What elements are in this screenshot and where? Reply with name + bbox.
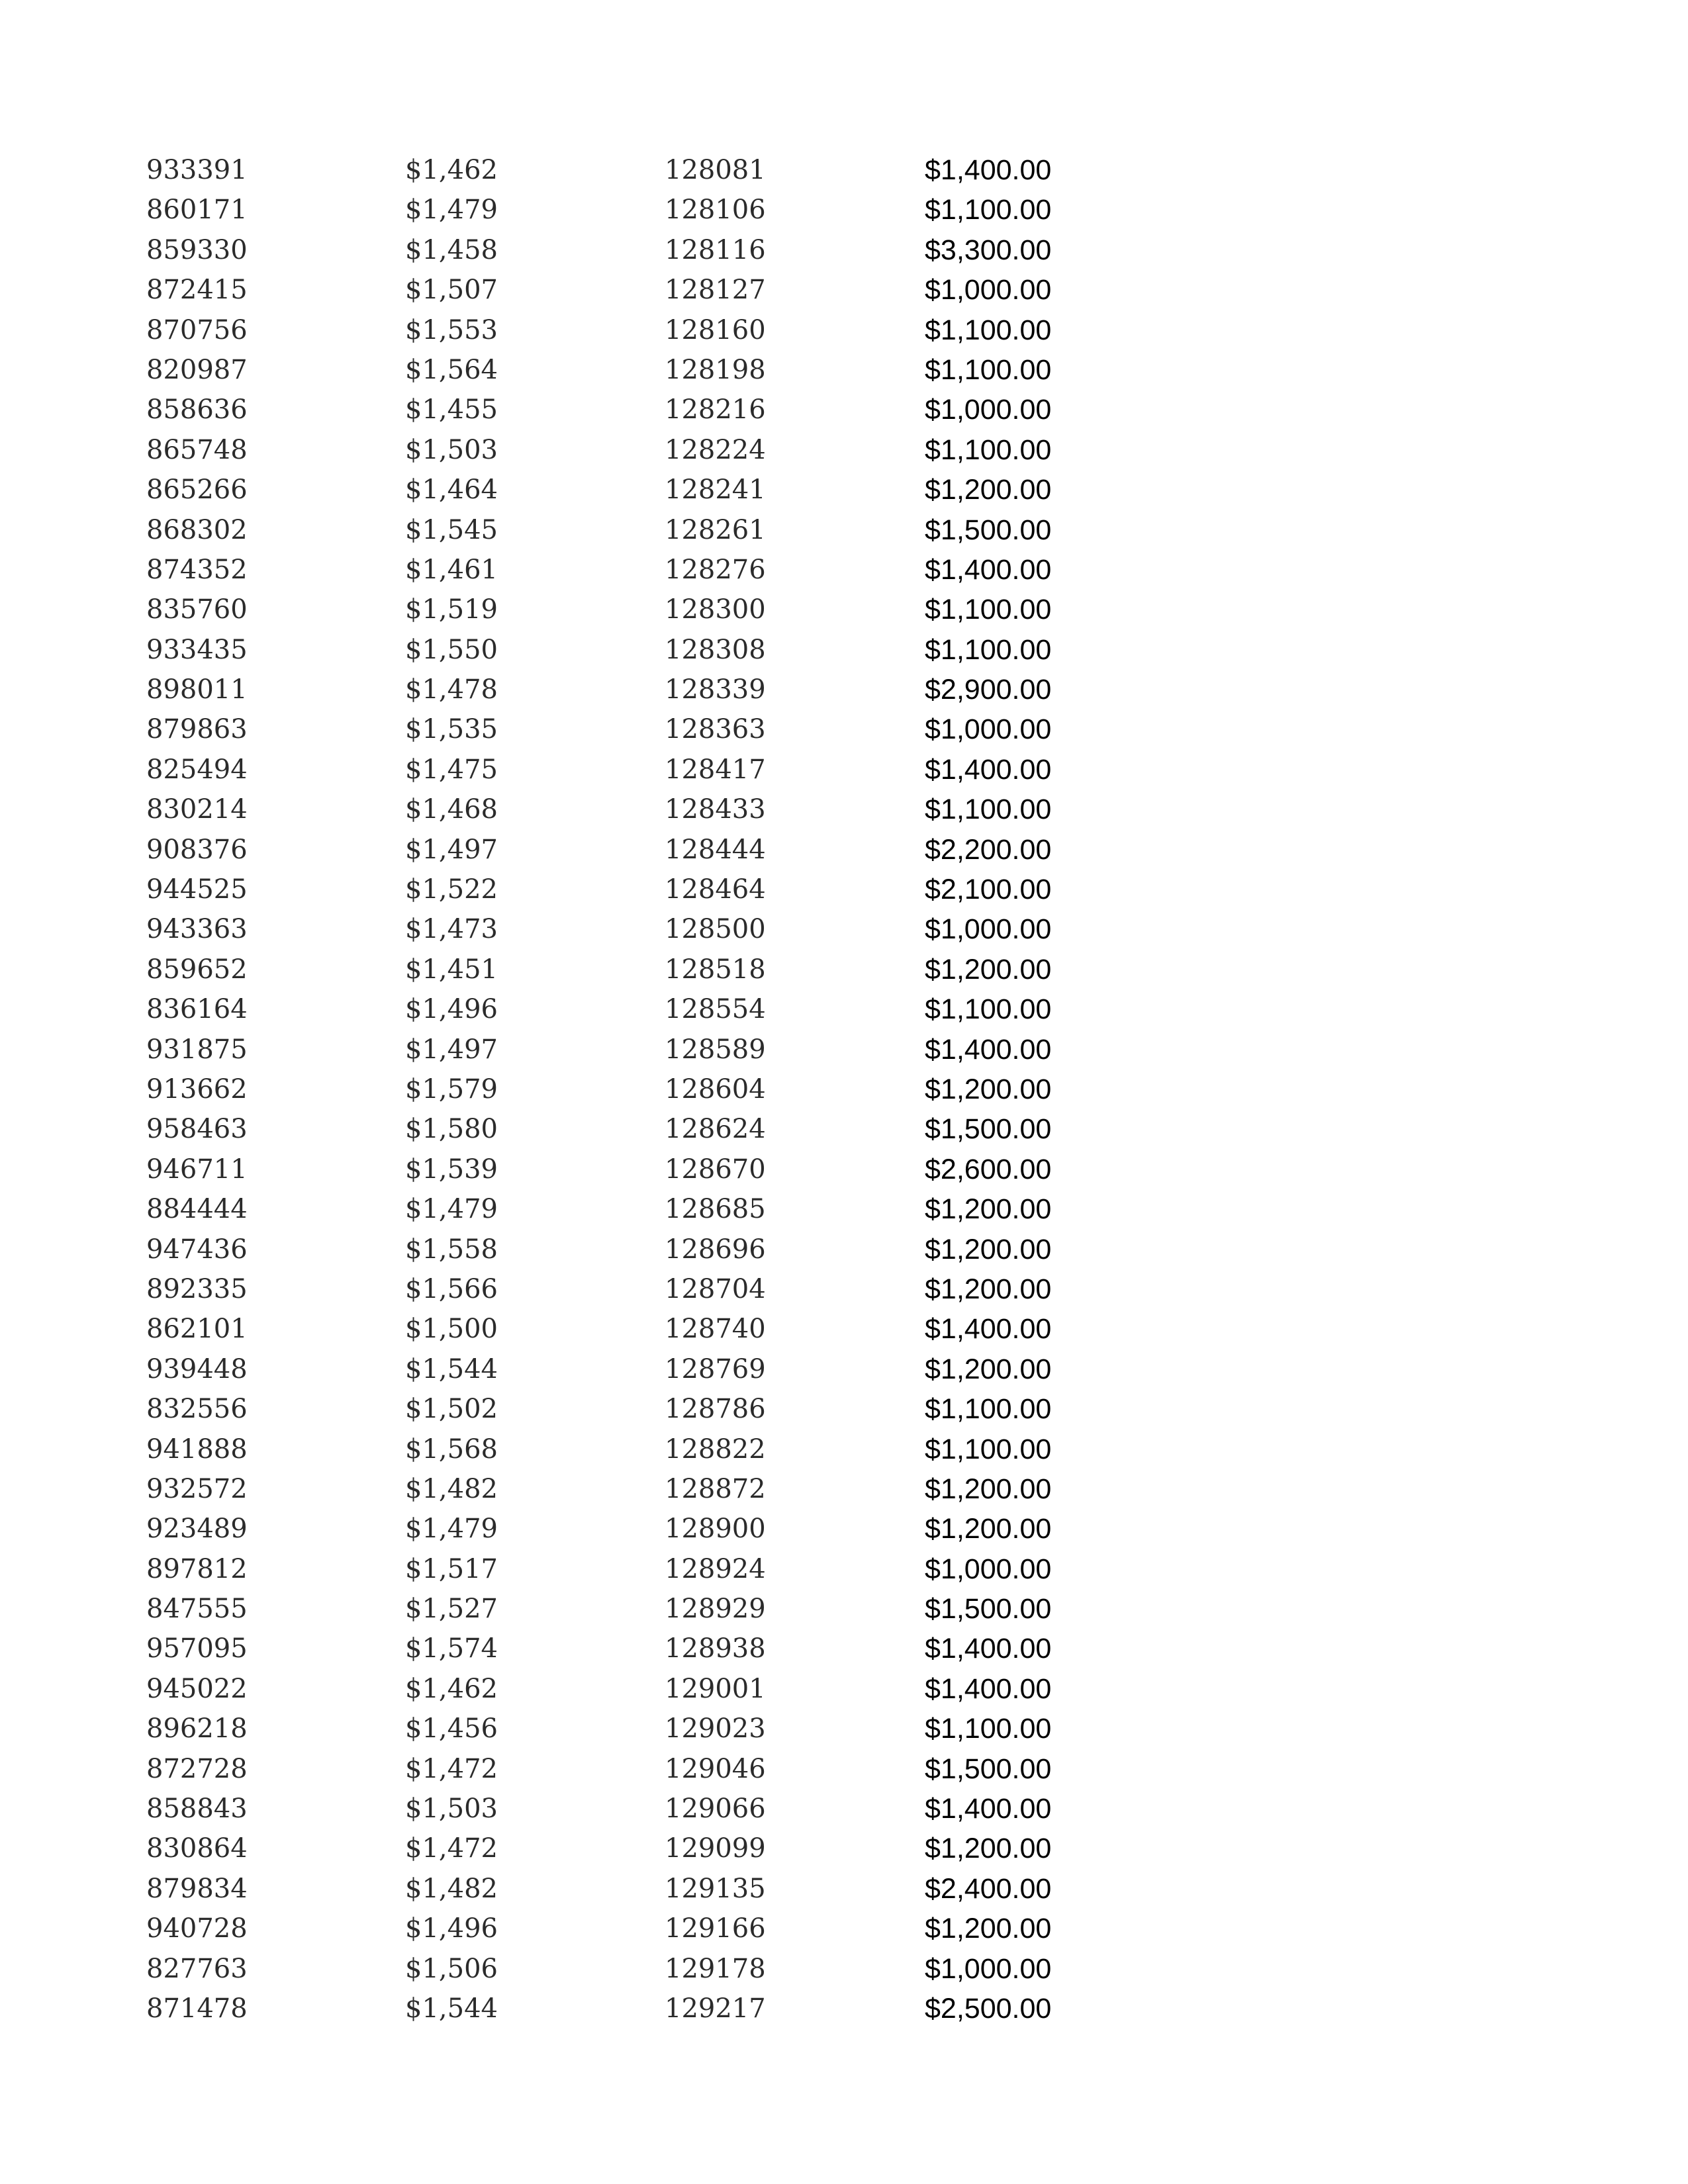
table-cell: $1,472 xyxy=(405,1833,498,1864)
table-cell: 129135 xyxy=(665,1873,766,1904)
table-cell: $1,200.00 xyxy=(925,1353,1052,1385)
table-row xyxy=(0,989,1688,1029)
table-cell: 859330 xyxy=(146,234,248,265)
table-cell: $1,000.00 xyxy=(925,913,1052,946)
table-row xyxy=(0,1469,1688,1509)
table-cell: $1,200.00 xyxy=(925,1233,1052,1265)
table-cell: $1,100.00 xyxy=(925,993,1052,1026)
table-cell: $1,564 xyxy=(405,354,498,385)
table-cell: 128938 xyxy=(665,1633,766,1664)
table-row xyxy=(0,150,1688,190)
table-cell: 128363 xyxy=(665,714,766,745)
table-row xyxy=(0,1349,1688,1389)
table-cell: 128241 xyxy=(665,475,766,506)
table-cell: 923489 xyxy=(146,1514,248,1545)
table-cell: $1,500.00 xyxy=(925,1593,1052,1625)
table-cell: $1,462 xyxy=(405,155,498,185)
table-cell: $1,479 xyxy=(405,195,498,226)
table-cell: $1,479 xyxy=(405,1194,498,1225)
table-row xyxy=(0,1230,1688,1269)
table-cell: 128670 xyxy=(665,1154,766,1185)
table-cell: 847555 xyxy=(146,1594,248,1625)
table-cell: 943363 xyxy=(146,914,248,945)
table-cell: $1,100.00 xyxy=(925,433,1052,466)
table-cell: 957095 xyxy=(146,1633,248,1664)
table-cell: $1,539 xyxy=(405,1154,498,1185)
table-cell: $1,500 xyxy=(405,1314,498,1345)
table-row xyxy=(0,630,1688,670)
table-cell: $1,100.00 xyxy=(925,353,1052,386)
table-cell: $1,500.00 xyxy=(925,1113,1052,1146)
table-cell: $1,200.00 xyxy=(925,1913,1052,1945)
table-cell: 879834 xyxy=(146,1873,248,1904)
table-row xyxy=(0,350,1688,390)
table-cell: $1,100.00 xyxy=(925,794,1052,826)
table-cell: $1,566 xyxy=(405,1273,498,1304)
table-cell: 129166 xyxy=(665,1913,766,1944)
table-cell: 892335 xyxy=(146,1273,248,1304)
table-row xyxy=(0,750,1688,790)
table-cell: $1,400.00 xyxy=(925,1672,1052,1705)
table-cell: $1,475 xyxy=(405,754,498,785)
table-cell: $1,500.00 xyxy=(925,1752,1052,1785)
table-row xyxy=(0,310,1688,350)
table-row xyxy=(0,670,1688,709)
table-cell: 820987 xyxy=(146,354,248,385)
table-cell: 129178 xyxy=(665,1953,766,1984)
table-row xyxy=(0,1549,1688,1589)
table-cell: $2,500.00 xyxy=(925,1992,1052,2025)
table-cell: $2,900.00 xyxy=(925,674,1052,706)
table-cell: $1,400.00 xyxy=(925,1313,1052,1345)
table-cell: 129066 xyxy=(665,1794,766,1825)
table-row xyxy=(0,190,1688,230)
table-cell: 129217 xyxy=(665,1993,766,2024)
table-cell: 862101 xyxy=(146,1314,248,1345)
table-cell: $1,462 xyxy=(405,1673,498,1704)
table-row xyxy=(0,590,1688,629)
table-cell: 825494 xyxy=(146,754,248,785)
table-cell: $1,000.00 xyxy=(925,713,1052,746)
table-cell: 884444 xyxy=(146,1194,248,1225)
table-cell: $1,200.00 xyxy=(925,1273,1052,1305)
table-cell: $1,472 xyxy=(405,1753,498,1784)
table-cell: 128464 xyxy=(665,874,766,905)
table-cell: 128198 xyxy=(665,354,766,385)
table-row xyxy=(0,1030,1688,1069)
table-cell: $1,544 xyxy=(405,1353,498,1385)
table-cell: 128417 xyxy=(665,754,766,785)
table-cell: $1,461 xyxy=(405,554,498,585)
table-cell: 933435 xyxy=(146,634,248,665)
table-row xyxy=(0,1309,1688,1349)
table-row xyxy=(0,390,1688,430)
table-cell: 941888 xyxy=(146,1433,248,1465)
table-cell: 128127 xyxy=(665,275,766,306)
table-cell: $1,100.00 xyxy=(925,194,1052,226)
table-cell: 858843 xyxy=(146,1794,248,1825)
table-cell: 129099 xyxy=(665,1833,766,1864)
table-cell: 128116 xyxy=(665,234,766,265)
table-cell: 939448 xyxy=(146,1353,248,1385)
table-cell: 128300 xyxy=(665,594,766,625)
table-cell: $1,479 xyxy=(405,1514,498,1545)
table-cell: $1,200.00 xyxy=(925,1513,1052,1545)
table-cell: $2,100.00 xyxy=(925,874,1052,906)
table-row xyxy=(0,1749,1688,1789)
table-cell: $1,400.00 xyxy=(925,1793,1052,1825)
table-cell: 945022 xyxy=(146,1673,248,1704)
table-row xyxy=(0,1789,1688,1829)
table-cell: $1,503 xyxy=(405,434,498,465)
table-cell: 940728 xyxy=(146,1913,248,1944)
table-cell: 896218 xyxy=(146,1713,248,1745)
table-cell: $1,100.00 xyxy=(925,314,1052,346)
table-cell: 128900 xyxy=(665,1514,766,1545)
table-row xyxy=(0,790,1688,829)
table-row xyxy=(0,1709,1688,1749)
table-row xyxy=(0,1430,1688,1469)
table-cell: 932572 xyxy=(146,1473,248,1504)
table-cell: 128261 xyxy=(665,514,766,545)
table-cell: $1,000.00 xyxy=(925,274,1052,306)
table-cell: 128924 xyxy=(665,1553,766,1584)
table-row xyxy=(0,1909,1688,1948)
table-cell: 865266 xyxy=(146,475,248,506)
table-cell: 958463 xyxy=(146,1114,248,1145)
table-cell: $1,200.00 xyxy=(925,953,1052,985)
table-cell: $1,568 xyxy=(405,1433,498,1465)
table-cell: $1,507 xyxy=(405,275,498,306)
table-row xyxy=(0,270,1688,310)
table-cell: $1,522 xyxy=(405,874,498,905)
table-cell: $1,200.00 xyxy=(925,1473,1052,1505)
table-cell: $1,200.00 xyxy=(925,1193,1052,1226)
table-row xyxy=(0,909,1688,949)
table-cell: 129046 xyxy=(665,1753,766,1784)
table-cell: $2,600.00 xyxy=(925,1153,1052,1185)
table-cell: 944525 xyxy=(146,874,248,905)
table-cell: 897812 xyxy=(146,1553,248,1584)
table-cell: $1,527 xyxy=(405,1594,498,1625)
table-cell: 860171 xyxy=(146,195,248,226)
table-cell: $1,497 xyxy=(405,1034,498,1065)
table-cell: 128822 xyxy=(665,1433,766,1465)
table-cell: 129023 xyxy=(665,1713,766,1745)
table-cell: $1,000.00 xyxy=(925,394,1052,426)
table-cell: 128339 xyxy=(665,674,766,705)
table-cell: $1,506 xyxy=(405,1953,498,1984)
table-cell: $1,535 xyxy=(405,714,498,745)
table-row xyxy=(0,1949,1688,1989)
table-cell: $1,100.00 xyxy=(925,594,1052,626)
table-row xyxy=(0,430,1688,470)
data-table xyxy=(0,150,1688,2032)
table-cell: $1,473 xyxy=(405,914,498,945)
table-cell: 128433 xyxy=(665,794,766,825)
table-cell: $1,458 xyxy=(405,234,498,265)
table-row xyxy=(0,470,1688,510)
table-cell: $3,300.00 xyxy=(925,234,1052,266)
table-cell: 879863 xyxy=(146,714,248,745)
table-cell: $1,100.00 xyxy=(925,633,1052,666)
table-cell: $1,200.00 xyxy=(925,1833,1052,1865)
table-cell: 946711 xyxy=(146,1154,248,1185)
table-cell: $1,517 xyxy=(405,1553,498,1584)
table-cell: $1,451 xyxy=(405,954,498,985)
table-cell: 128081 xyxy=(665,155,766,185)
table-cell: 865748 xyxy=(146,434,248,465)
table-cell: 128685 xyxy=(665,1194,766,1225)
table-cell: 128589 xyxy=(665,1034,766,1065)
table-row xyxy=(0,1669,1688,1709)
table-row xyxy=(0,510,1688,550)
table-cell: 872415 xyxy=(146,275,248,306)
table-cell: 872728 xyxy=(146,1753,248,1784)
table-cell: $1,100.00 xyxy=(925,1433,1052,1465)
table-cell: 913662 xyxy=(146,1073,248,1105)
table-row xyxy=(0,230,1688,270)
table-cell: 128624 xyxy=(665,1114,766,1145)
table-cell: $1,574 xyxy=(405,1633,498,1664)
table-cell: 947436 xyxy=(146,1234,248,1265)
table-cell: $1,456 xyxy=(405,1713,498,1745)
table-row xyxy=(0,950,1688,989)
table-cell: 128604 xyxy=(665,1073,766,1105)
table-cell: 128106 xyxy=(665,195,766,226)
table-cell: $1,464 xyxy=(405,475,498,506)
table-cell: $1,545 xyxy=(405,514,498,545)
table-row xyxy=(0,709,1688,749)
table-cell: 128769 xyxy=(665,1353,766,1385)
table-cell: $2,200.00 xyxy=(925,833,1052,866)
table-cell: 128444 xyxy=(665,834,766,865)
table-row xyxy=(0,1509,1688,1549)
table-row xyxy=(0,1989,1688,2032)
table-row xyxy=(0,1629,1688,1668)
table-cell: 830214 xyxy=(146,794,248,825)
table-cell: 931875 xyxy=(146,1034,248,1065)
table-row xyxy=(0,1269,1688,1309)
table-cell: $1,400.00 xyxy=(925,553,1052,586)
table-cell: 128740 xyxy=(665,1314,766,1345)
table-cell: $1,000.00 xyxy=(925,1553,1052,1585)
table-cell: 128696 xyxy=(665,1234,766,1265)
table-cell: 128704 xyxy=(665,1273,766,1304)
table-row xyxy=(0,830,1688,870)
table-cell: $1,503 xyxy=(405,1794,498,1825)
table-cell: $2,400.00 xyxy=(925,1872,1052,1905)
table-cell: 128224 xyxy=(665,434,766,465)
table-cell: $1,553 xyxy=(405,314,498,345)
table-cell: $1,502 xyxy=(405,1394,498,1425)
table-cell: $1,400.00 xyxy=(925,753,1052,786)
table-cell: 129001 xyxy=(665,1673,766,1704)
table-cell: 836164 xyxy=(146,994,248,1025)
table-cell: $1,400.00 xyxy=(925,1033,1052,1066)
table-cell: 128160 xyxy=(665,314,766,345)
table-cell: 933391 xyxy=(146,155,248,185)
table-cell: 128554 xyxy=(665,994,766,1025)
table-cell: $1,519 xyxy=(405,594,498,625)
table-cell: $1,544 xyxy=(405,1993,498,2024)
table-cell: $1,482 xyxy=(405,1473,498,1504)
table-row xyxy=(0,1069,1688,1109)
table-cell: $1,400.00 xyxy=(925,154,1052,186)
table-cell: $1,550 xyxy=(405,634,498,665)
table-cell: 128216 xyxy=(665,394,766,426)
table-cell: 830864 xyxy=(146,1833,248,1864)
table-row xyxy=(0,1829,1688,1868)
table-row xyxy=(0,1150,1688,1189)
table-cell: 128308 xyxy=(665,634,766,665)
table-cell: 128500 xyxy=(665,914,766,945)
table-row xyxy=(0,870,1688,909)
table-cell: $1,558 xyxy=(405,1234,498,1265)
table-cell: $1,000.00 xyxy=(925,1952,1052,1985)
table-row xyxy=(0,1589,1688,1629)
table-row xyxy=(0,1189,1688,1229)
table-cell: $1,579 xyxy=(405,1073,498,1105)
table-cell: 835760 xyxy=(146,594,248,625)
table-cell: 871478 xyxy=(146,1993,248,2024)
table-cell: $1,482 xyxy=(405,1873,498,1904)
table-cell: 128518 xyxy=(665,954,766,985)
table-cell: $1,497 xyxy=(405,834,498,865)
table-row xyxy=(0,550,1688,590)
table-cell: 128276 xyxy=(665,554,766,585)
table-cell: $1,400.00 xyxy=(925,1633,1052,1665)
table-cell: 898011 xyxy=(146,674,248,705)
table-cell: $1,496 xyxy=(405,1913,498,1944)
table-cell: 832556 xyxy=(146,1394,248,1425)
table-cell: $1,496 xyxy=(405,994,498,1025)
table-cell: $1,100.00 xyxy=(925,1713,1052,1745)
table-cell: 870756 xyxy=(146,314,248,345)
table-cell: 128786 xyxy=(665,1394,766,1425)
table-cell: 128929 xyxy=(665,1594,766,1625)
table-cell: 859652 xyxy=(146,954,248,985)
table-cell: 868302 xyxy=(146,514,248,545)
table-cell: $1,478 xyxy=(405,674,498,705)
table-cell: $1,455 xyxy=(405,394,498,426)
table-cell: 858636 xyxy=(146,394,248,426)
table-cell: 827763 xyxy=(146,1953,248,1984)
table-cell: 874352 xyxy=(146,554,248,585)
table-cell: $1,468 xyxy=(405,794,498,825)
table-row xyxy=(0,1389,1688,1429)
table-cell: 128872 xyxy=(665,1473,766,1504)
table-cell: 908376 xyxy=(146,834,248,865)
table-row xyxy=(0,1109,1688,1149)
table-cell: $1,100.00 xyxy=(925,1393,1052,1426)
table-cell: $1,500.00 xyxy=(925,514,1052,546)
table-row xyxy=(0,1869,1688,1909)
table-cell: $1,200.00 xyxy=(925,474,1052,506)
table-cell: $1,200.00 xyxy=(925,1073,1052,1105)
table-cell: $1,580 xyxy=(405,1114,498,1145)
